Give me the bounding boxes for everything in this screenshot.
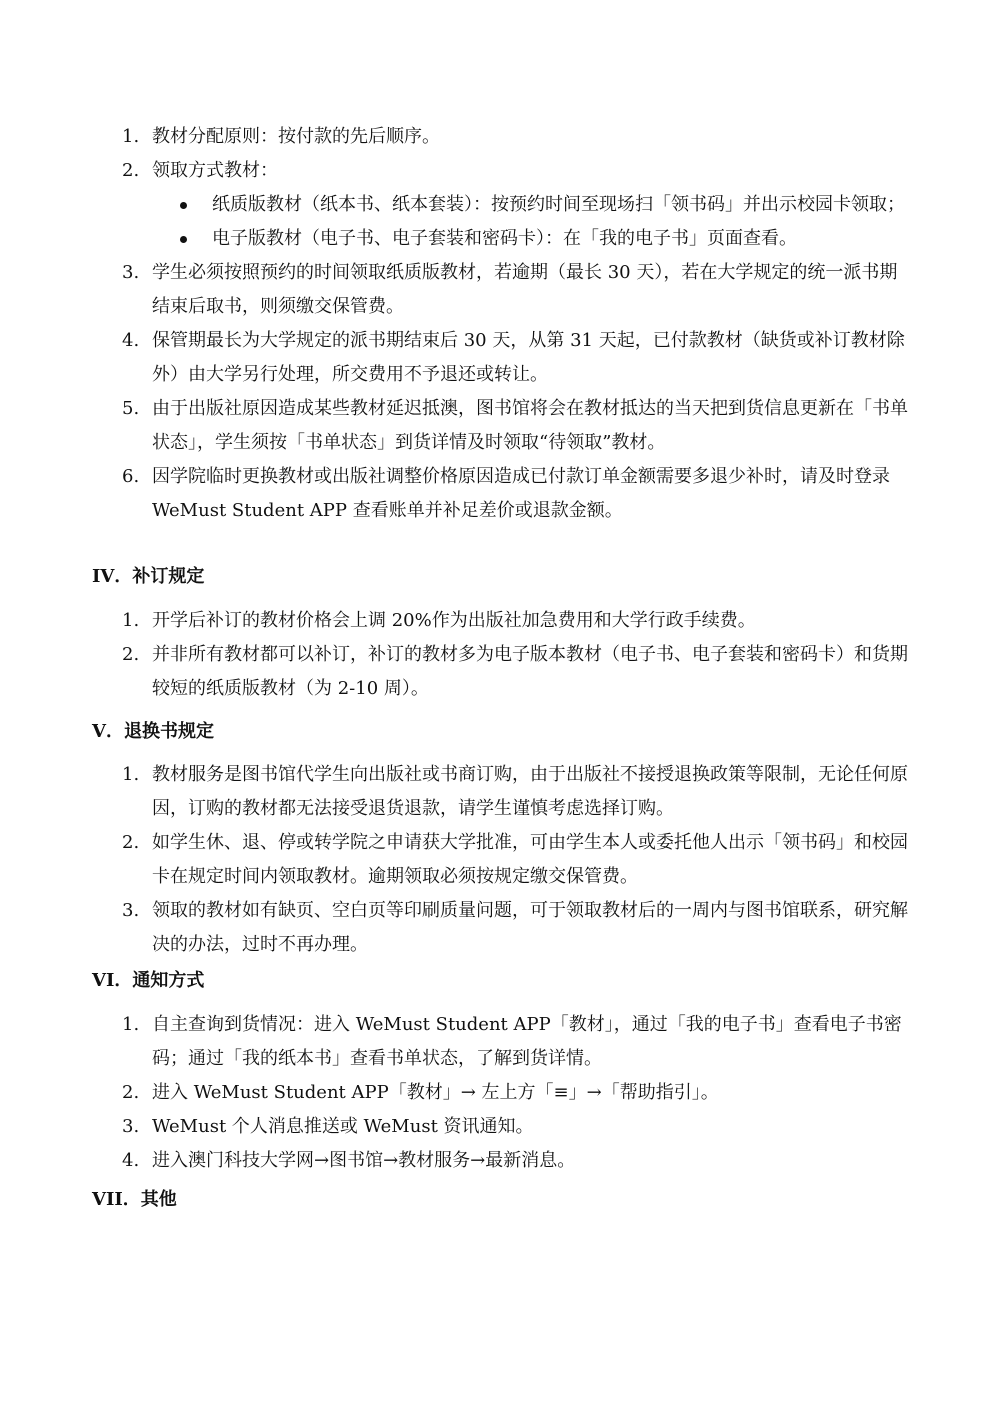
item-number: 1. (122, 126, 140, 147)
section-vi-list (0, 1008, 1000, 1178)
item-text: 进入 WeMust Student APP「教材」→ 左上方「≡」→「帮助指引」。 (152, 1082, 719, 1103)
item-number: 3. (122, 262, 140, 283)
list-item (0, 1144, 1000, 1178)
bullet-dot-icon (180, 202, 187, 209)
list-item (0, 324, 1000, 392)
item-number: 1. (122, 1014, 140, 1035)
item-text: 开学后补订的教材价格会上调 20%作为出版社加急费用和大学行政手续费。 (152, 610, 756, 631)
list-item (0, 120, 1000, 154)
item-number: 4. (122, 330, 140, 351)
item-text: 保管期最长为大学规定的派书期结束后 30 天，从第 31 天起，已付款教材（缺货或补订教材除外）由大学另行处理，所交费用不予退还或转让。 (152, 330, 905, 385)
section-iii-list (0, 120, 1000, 528)
bullet-list (152, 188, 910, 256)
bullet-item (152, 188, 910, 222)
item-number: 3. (122, 1116, 140, 1137)
section-v-list (0, 758, 1000, 962)
item-number: 6. (122, 466, 140, 487)
item-number: 3. (122, 900, 140, 921)
item-number: 2. (122, 832, 140, 853)
list-item (0, 1076, 1000, 1110)
item-text: 教材服务是图书馆代学生向出版社或书商订购，由于出版社不接授退换政策等限制，无论任何原因，订购的教材都无法接受退货退款，请学生谨慎考虑选择订购。 (152, 764, 908, 819)
list-item (0, 638, 1000, 706)
item-text: 领取的教材如有缺页、空白页等印刷质量问题，可于领取教材后的一周内与图书馆联系，研究解决的办法，过时不再办理。 (152, 900, 908, 955)
item-text: 自主查询到货情况：进入 WeMust Student APP「教材」，通过「我的电子书」查看电子书密码；通过「我的纸本书」查看书单状态，了解到货详情。 (152, 1014, 902, 1069)
item-text: 并非所有教材都可以补订，补订的教材多为电子版本教材（电子书、电子套装和密码卡）和货期较短的纸质版教材（为 2-10 周）。 (152, 644, 908, 699)
item-text: WeMust 个人消息推送或 WeMust 资讯通知。 (152, 1116, 534, 1137)
list-item (0, 1008, 1000, 1076)
item-text: 因学院临时更换教材或出版社调整价格原因造成已付款订单金额需要多退少补时，请及时登录 WeMust Student APP 查看账单并补足差价或退款金额。 (152, 466, 890, 521)
item-text: 进入澳门科技大学网→图书馆→教材服务→最新消息。 (152, 1150, 576, 1171)
list-item (0, 826, 1000, 894)
item-number: 4. (122, 1150, 140, 1171)
item-text: 由于出版社原因造成某些教材延迟抵澳，图书馆将会在教材抵达的当天把到货信息更新在「书单状态」，学生须按「书单状态」到货详情及时领取“待领取”教材。 (152, 398, 908, 453)
item-text: 领取方式教材： (152, 160, 278, 181)
item-text: 如学生休、退、停或转学院之申请获大学批准，可由学生本人或委托他人出示「领书码」和校园卡在规定时间内领取教材。逾期领取必须按规定缴交保管费。 (152, 832, 908, 887)
section-iv-list (0, 604, 1000, 706)
bullet-dot-icon (180, 236, 187, 243)
item-number: 2. (122, 644, 140, 665)
bullet-item (152, 222, 910, 256)
section-heading: V．退换书规定 (92, 721, 214, 742)
list-item (0, 392, 1000, 460)
section-heading: IV．补订规定 (92, 566, 205, 587)
item-number: 1. (122, 610, 140, 631)
item-number: 5. (122, 398, 140, 419)
item-number: 1. (122, 764, 140, 785)
item-number: 2. (122, 1082, 140, 1103)
item-text: 学生必须按照预约的时间领取纸质版教材，若逾期（最长 30 天），若在大学规定的统一派书期结束后取书，则须缴交保管费。 (152, 262, 898, 317)
list-item (0, 1110, 1000, 1144)
list-item (0, 894, 1000, 962)
section-heading: VII．其他 (92, 1189, 177, 1210)
item-text: 教材分配原则：按付款的先后顺序。 (152, 126, 440, 147)
list-item (0, 460, 1000, 528)
list-item (0, 604, 1000, 638)
bullet-text: 电子版教材（电子书、电子套装和密码卡）：在「我的电子书」页面查看。 (212, 228, 797, 249)
list-item (0, 758, 1000, 826)
section-heading: VI．通知方式 (92, 970, 205, 991)
bullet-text: 纸质版教材（纸本书、纸本套装）：按预约时间至现场扫「领书码」并出示校园卡领取； (212, 194, 905, 215)
item-number: 2. (122, 160, 140, 181)
list-item (0, 256, 1000, 324)
list-item (0, 154, 1000, 256)
